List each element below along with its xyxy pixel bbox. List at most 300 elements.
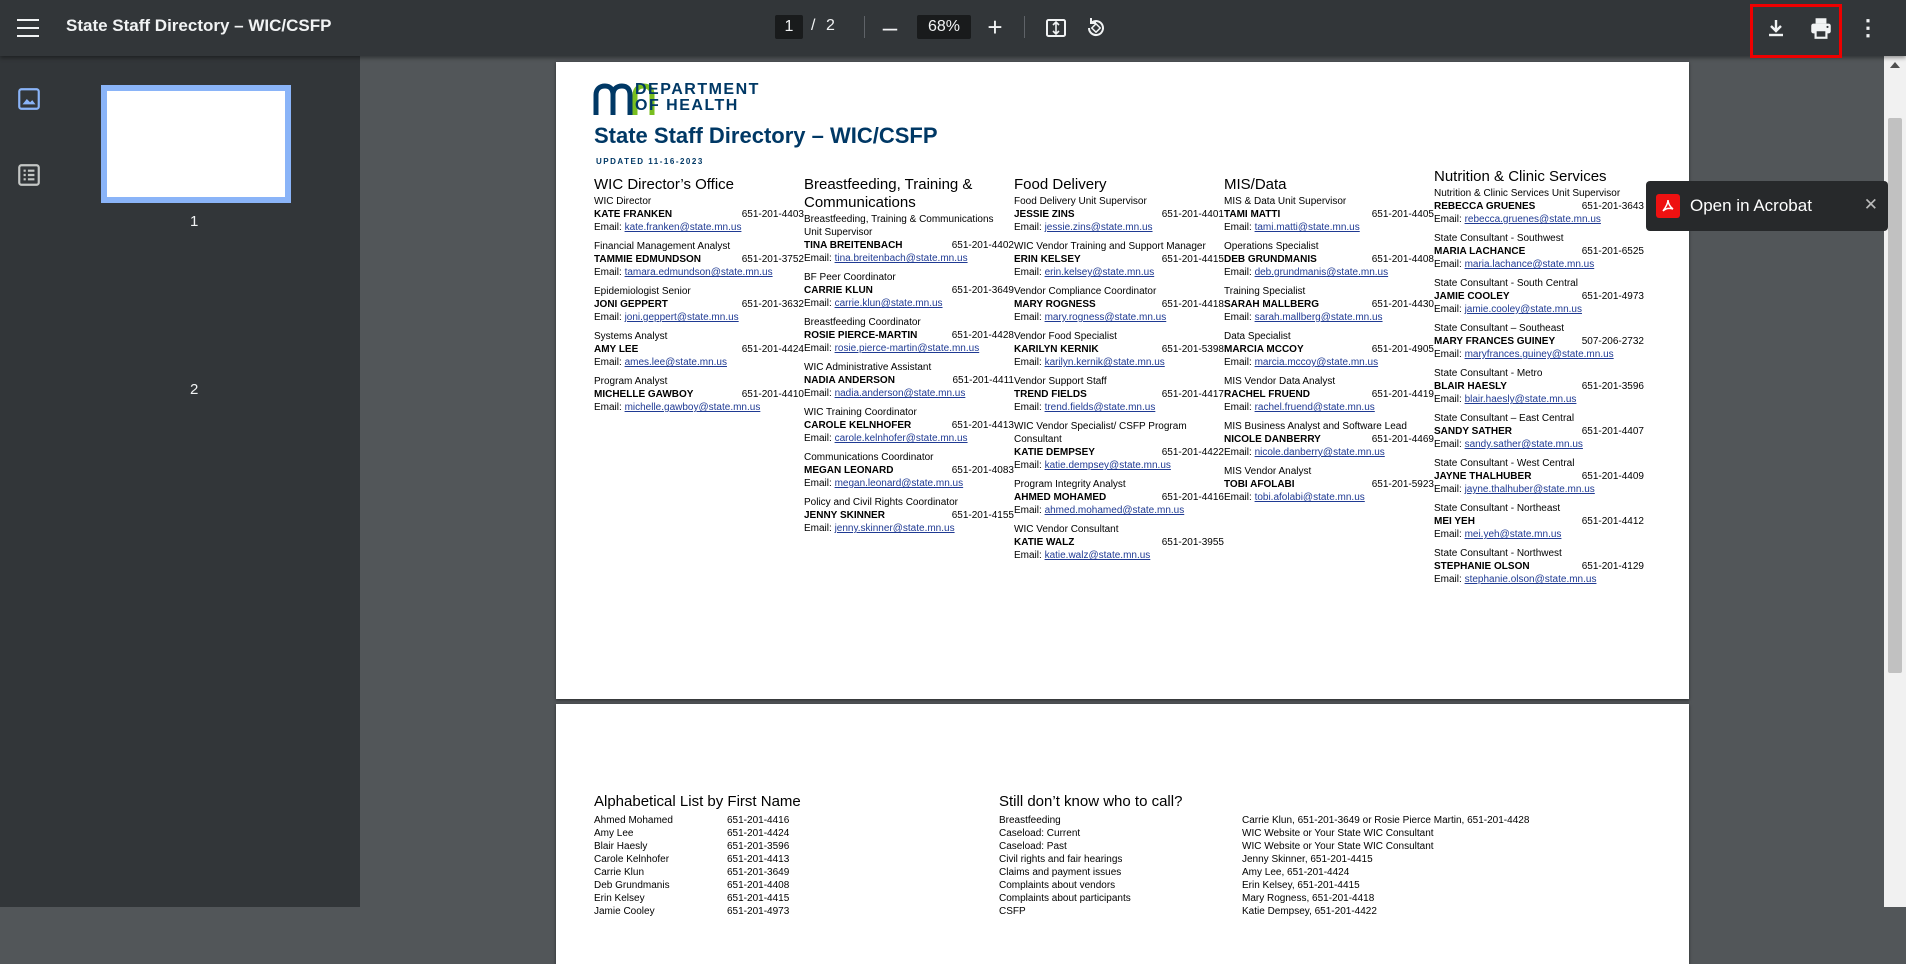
alpha-phone: 651-201-4413 [727, 854, 790, 865]
staff-email-link[interactable]: ahmed.mohamed@state.mn.us [1044, 505, 1185, 516]
who-topic: Claims and payment issues [999, 867, 1122, 878]
email-label: Email: [1434, 394, 1465, 405]
directory-column [1224, 176, 1434, 504]
staff-entry [1224, 465, 1434, 504]
staff-name: SARAH MALLBERG [1224, 299, 1319, 310]
email-label: Email: [804, 253, 835, 264]
acrobat-icon [1656, 194, 1680, 218]
scroll-thumb[interactable] [1888, 118, 1902, 673]
rotate-icon [1084, 16, 1108, 40]
staff-email-link[interactable]: maryfrances.guiney@state.mn.us [1464, 349, 1614, 360]
staff-email-link[interactable]: joni.geppert@state.mn.us [624, 312, 739, 323]
staff-name: JESSIE ZINS [1014, 209, 1075, 220]
alpha-phone: 651-201-3649 [727, 867, 790, 878]
staff-role: State Consultant – East Central [1434, 413, 1575, 424]
alpha-name: Blair Haesly [594, 841, 648, 852]
staff-phone: 651-201-5923 [1371, 479, 1434, 490]
staff-phone: 651-201-4413 [951, 420, 1014, 431]
staff-phone: 651-201-3643 [1581, 201, 1644, 212]
who-contact: Erin Kelsey, 651-201-4415 [1242, 880, 1360, 891]
staff-phone: 651-201-4412 [1581, 516, 1644, 527]
staff-role: Vendor Compliance Coordinator [1014, 286, 1157, 297]
staff-role: Epidemiologist Senior [594, 286, 691, 297]
staff-email-link[interactable]: tamara.edmundson@state.mn.us [624, 267, 773, 278]
staff-name: KATIE DEMPSEY [1014, 447, 1095, 458]
staff-email-link[interactable]: deb.grundmanis@state.mn.us [1254, 267, 1389, 278]
staff-name: TAMI MATTI [1224, 209, 1281, 220]
staff-role: WIC Director [594, 196, 652, 207]
staff-entry [594, 330, 804, 369]
staff-phone: 651-201-3632 [741, 299, 804, 310]
email-label: Email: [1224, 492, 1255, 503]
staff-email-link[interactable]: tina.breitenbach@state.mn.us [834, 253, 968, 264]
staff-role: State Consultant - Southwest [1434, 233, 1564, 244]
staff-email-link[interactable]: katie.walz@state.mn.us [1044, 550, 1151, 561]
email-label: Email: [804, 433, 835, 444]
email-label: Email: [1014, 222, 1045, 233]
staff-name: KATE FRANKEN [594, 209, 673, 220]
staff-name: NADIA ANDERSON [804, 375, 895, 386]
email-label: Email: [1014, 402, 1045, 413]
page-total: 2 [826, 17, 835, 34]
column-heading: Nutrition & Clinic Services [1434, 168, 1607, 185]
staff-name: MICHELLE GAWBOY [594, 389, 694, 400]
staff-entry [1014, 330, 1224, 369]
alpha-name: Carole Kelnhofer [594, 854, 670, 865]
who-topic: Caseload: Current [999, 828, 1081, 839]
directory-title: State Staff Directory – WIC/CSFP [594, 123, 938, 148]
updated-date: UPDATED 11-16-2023 [596, 157, 704, 166]
who-topic: Complaints about participants [999, 893, 1131, 904]
staff-phone: 651-201-3596 [1581, 381, 1644, 392]
staff-phone: 507-206-2732 [1581, 336, 1644, 347]
staff-phone: 651-201-4403 [741, 209, 804, 220]
alpha-name: Deb Grundmanis [594, 880, 670, 891]
fit-page-icon [1044, 16, 1068, 40]
staff-email-link[interactable]: stephanie.olson@state.mn.us [1464, 574, 1597, 585]
email-label: Email: [804, 523, 835, 534]
staff-entry [594, 285, 804, 324]
staff-phone: 651-201-4409 [1581, 471, 1644, 482]
pdf-page-1 [556, 62, 1689, 699]
staff-name: AHMED MOHAMED [1014, 492, 1107, 503]
staff-phone: 651-201-4905 [1371, 344, 1434, 355]
email-label: Email: [1014, 267, 1045, 278]
staff-entry [1014, 240, 1224, 279]
who-topic: Civil rights and fair hearings [999, 854, 1123, 865]
email-label: Email: [1014, 505, 1045, 516]
staff-email-link[interactable]: blair.haesly@state.mn.us [1464, 394, 1577, 405]
staff-role: Breastfeeding Coordinator [804, 317, 921, 328]
staff-entry [1434, 502, 1644, 541]
staff-entry [804, 361, 1014, 400]
staff-name: MARY ROGNESS [1014, 299, 1096, 310]
staff-entry [1014, 375, 1224, 414]
staff-role: Vendor Support Staff [1014, 376, 1107, 387]
staff-entry [1014, 195, 1224, 234]
zoom-in-button[interactable]: + [987, 11, 1003, 42]
staff-name: TOBI AFOLABI [1224, 479, 1295, 490]
staff-phone: 651-201-4973 [1581, 291, 1644, 302]
staff-role: State Consultant – Southeast [1434, 323, 1565, 334]
email-label: Email: [804, 343, 835, 354]
staff-phone: 651-201-6525 [1581, 246, 1644, 257]
column-heading: WIC Director’s Office [594, 176, 735, 193]
staff-email-link[interactable]: rosie.pierce-martin@state.mn.us [834, 343, 980, 354]
staff-entry [1224, 330, 1434, 369]
staff-role: WIC Vendor Consultant [1014, 524, 1119, 535]
staff-entry [1014, 523, 1224, 562]
email-label: Email: [1224, 267, 1255, 278]
staff-entry [1224, 285, 1434, 324]
staff-name: RACHEL FRUEND [1224, 389, 1310, 400]
list-icon [16, 162, 42, 188]
thumbnails-tab[interactable] [16, 86, 42, 112]
toolbar-divider [1024, 16, 1025, 38]
staff-entry [804, 316, 1014, 355]
email-label: Email: [1434, 304, 1465, 315]
staff-email-link[interactable]: tami.matti@state.mn.us [1254, 222, 1360, 233]
staff-role: State Consultant - Northwest [1434, 548, 1562, 559]
staff-phone: 651-201-4083 [951, 465, 1014, 476]
staff-phone: 651-201-4155 [951, 510, 1014, 521]
alpha-name: Ahmed Mohamed [594, 815, 673, 826]
rotate-button[interactable] [1080, 12, 1112, 44]
alpha-phone: 651-201-4415 [727, 893, 790, 904]
staff-name: CAROLE KELNHOFER [804, 420, 912, 431]
scroll-up-arrow-icon[interactable] [1890, 62, 1900, 68]
staff-email-link[interactable]: rebecca.gruenes@state.mn.us [1464, 214, 1601, 225]
staff-name: ROSIE PIERCE-MARTIN [804, 330, 918, 341]
email-label: Email: [1434, 214, 1465, 225]
staff-name: BLAIR HAESLY [1434, 381, 1507, 392]
who-topic: Caseload: Past [999, 841, 1067, 852]
staff-entry [1014, 478, 1224, 517]
directory-column [1014, 176, 1224, 562]
outline-tab[interactable] [16, 162, 42, 188]
who-contact: Mary Rogness, 651-201-4418 [1242, 893, 1375, 904]
email-label: Email: [1434, 529, 1465, 540]
toolbar-divider [864, 16, 865, 38]
who-topic: Complaints about vendors [999, 880, 1116, 891]
staff-entry [1224, 375, 1434, 414]
alpha-name: Erin Kelsey [594, 893, 645, 904]
who-topic: CSFP [999, 906, 1026, 917]
staff-email-link[interactable]: rachel.fruend@state.mn.us [1254, 402, 1375, 413]
staff-phone: 651-201-4469 [1371, 434, 1434, 445]
who-contact: Amy Lee, 651-201-4424 [1242, 867, 1350, 878]
staff-email-link[interactable]: erin.kelsey@state.mn.us [1044, 267, 1155, 278]
email-label: Email: [1434, 574, 1465, 585]
staff-email-link[interactable]: jessie.zins@state.mn.us [1044, 222, 1153, 233]
staff-entry [804, 406, 1014, 445]
staff-name: AMY LEE [594, 344, 639, 355]
staff-name: STEPHANIE OLSON [1434, 561, 1530, 572]
staff-phone: 651-201-3649 [951, 285, 1014, 296]
staff-name: JONI GEPPERT [594, 299, 668, 310]
staff-role: Nutrition & Clinic Services Unit Supervisor [1434, 188, 1621, 199]
email-label: Email: [1014, 460, 1045, 471]
page-number-input[interactable]: 1 [775, 15, 803, 39]
staff-role: State Consultant - West Central [1434, 458, 1575, 469]
alpha-phone: 651-201-4408 [727, 880, 790, 891]
pdf-toolbar [0, 0, 1906, 56]
email-label: Email: [1434, 259, 1465, 270]
staff-entry [594, 240, 804, 279]
staff-name: ERIN KELSEY [1014, 254, 1081, 265]
staff-role: Data Specialist [1224, 331, 1291, 342]
alpha-list-heading: Alphabetical List by First Name [594, 793, 801, 810]
print-button[interactable] [1805, 12, 1837, 44]
staff-email-link[interactable]: kate.franken@state.mn.us [624, 222, 742, 233]
column-heading: MIS/Data [1224, 176, 1287, 193]
staff-email-link[interactable]: marcia.mccoy@state.mn.us [1254, 357, 1379, 368]
email-label: Email: [804, 478, 835, 489]
staff-phone: 651-201-4410 [741, 389, 804, 400]
download-icon [1764, 16, 1788, 40]
staff-role: Program Analyst [594, 376, 668, 387]
staff-phone: 651-201-4401 [1161, 209, 1224, 220]
email-label: Email: [1434, 439, 1465, 450]
staff-role: MIS Vendor Data Analyst [1224, 376, 1336, 387]
staff-email-link[interactable]: trend.fields@state.mn.us [1044, 402, 1156, 413]
staff-phone: 651-201-3955 [1161, 537, 1224, 548]
staff-phone: 651-201-4418 [1161, 299, 1224, 310]
image-icon [16, 86, 42, 112]
who-to-call-heading: Still don’t know who to call? [999, 793, 1183, 810]
staff-entry [1434, 322, 1644, 361]
staff-phone: 651-201-5398 [1161, 344, 1224, 355]
email-label: Email: [594, 357, 625, 368]
staff-phone: 651-201-4411 [952, 375, 1014, 386]
staff-entry [804, 451, 1014, 490]
staff-name: MEGAN LEONARD [804, 465, 894, 476]
staff-entry [1224, 195, 1434, 234]
staff-name: CARRIE KLUN [804, 285, 873, 296]
email-label: Email: [1224, 357, 1255, 368]
staff-entry [1014, 420, 1224, 472]
staff-role: MIS & Data Unit Supervisor [1224, 196, 1347, 207]
staff-email-link[interactable]: mary.rogness@state.mn.us [1044, 312, 1167, 323]
email-label: Email: [594, 312, 625, 323]
staff-email-link[interactable]: nadia.anderson@state.mn.us [834, 388, 966, 399]
staff-role: Financial Management Analyst [594, 241, 731, 252]
document-title: State Staff Directory – WIC/CSFP [66, 16, 332, 35]
staff-phone: 651-201-4417 [1161, 389, 1224, 400]
staff-name: JENNY SKINNER [804, 510, 885, 521]
staff-email-link[interactable]: jamie.cooley@state.mn.us [1464, 304, 1582, 315]
staff-email-link[interactable]: nicole.danberry@state.mn.us [1254, 447, 1385, 458]
email-label: Email: [1434, 484, 1465, 495]
staff-role: MIS Business Analyst and Software Lead [1224, 421, 1407, 432]
staff-name: KARILYN KERNIK [1014, 344, 1099, 355]
email-label: Email: [1224, 222, 1255, 233]
staff-role: Training Specialist [1224, 286, 1306, 297]
staff-entry [1434, 367, 1644, 406]
staff-name: NICOLE DANBERRY [1224, 434, 1321, 445]
more-options-button[interactable]: ⋮ [1857, 15, 1879, 40]
acrobat-label: Open in Acrobat [1690, 196, 1812, 215]
directory-column [804, 176, 1014, 535]
staff-role: Communications Coordinator [804, 452, 934, 463]
staff-email-link[interactable]: megan.leonard@state.mn.us [834, 478, 964, 489]
staff-name: JAYNE THALHUBER [1434, 471, 1532, 482]
staff-role: Operations Specialist [1224, 241, 1319, 252]
staff-phone: 651-201-4419 [1371, 389, 1434, 400]
email-label: Email: [1014, 357, 1045, 368]
thumbnail-label: 1 [190, 213, 199, 230]
who-contact: WIC Website or Your State WIC Consultant [1242, 828, 1434, 839]
email-label: Email: [1224, 447, 1255, 458]
staff-entry [1014, 285, 1224, 324]
email-label: Email: [1434, 349, 1465, 360]
staff-name: MARIA LACHANCE [1434, 246, 1526, 257]
fit-to-page-button[interactable] [1040, 12, 1072, 44]
staff-name: TAMMIE EDMUNDSON [594, 254, 702, 265]
directory-column [594, 176, 804, 414]
staff-entry [1434, 457, 1644, 496]
staff-email-link[interactable]: karilyn.kernik@state.mn.us [1044, 357, 1165, 368]
staff-email-link[interactable]: jayne.thalhuber@state.mn.us [1464, 484, 1595, 495]
staff-role: Program Integrity Analyst [1014, 479, 1126, 490]
staff-role: Breastfeeding, Training & Communications Unit Supervisor [804, 214, 994, 238]
staff-name: REBECCA GRUENES [1434, 201, 1536, 212]
close-icon[interactable]: ✕ [1863, 195, 1878, 214]
directory-column [1434, 168, 1644, 586]
page-separator: / [811, 17, 816, 34]
thumbnail-label: 2 [190, 381, 199, 398]
staff-role: State Consultant - South Central [1434, 278, 1578, 289]
who-contact: WIC Website or Your State WIC Consultant [1242, 841, 1434, 852]
alpha-phone: 651-201-3596 [727, 841, 790, 852]
staff-phone: 651-201-4408 [1371, 254, 1434, 265]
staff-name: JAMIE COOLEY [1434, 291, 1510, 302]
staff-email-link[interactable]: michelle.gawboy@state.mn.us [624, 402, 761, 413]
page-thumbnail-1[interactable] [101, 85, 291, 203]
staff-email-link[interactable]: katie.dempsey@state.mn.us [1044, 460, 1171, 471]
staff-email-link[interactable]: ames.lee@state.mn.us [624, 357, 727, 368]
staff-name: MARCIA MCCOY [1224, 344, 1304, 355]
zoom-out-button[interactable]: – [882, 11, 898, 42]
who-contact: Katie Dempsey, 651-201-4422 [1242, 906, 1377, 917]
staff-entry [1434, 547, 1644, 586]
staff-entry [1434, 232, 1644, 271]
staff-role: State Consultant - Metro [1434, 368, 1543, 379]
staff-phone: 651-201-3752 [741, 254, 804, 265]
alpha-name: Amy Lee [594, 828, 634, 839]
hamburger-icon [17, 27, 39, 30]
staff-phone: 651-201-4407 [1581, 426, 1644, 437]
who-topic: Breastfeeding [999, 815, 1061, 826]
staff-email-link[interactable]: sandy.sather@state.mn.us [1464, 439, 1583, 450]
staff-phone: 651-201-4129 [1581, 561, 1644, 572]
staff-role: Policy and Civil Rights Coordinator [804, 497, 958, 508]
zoom-input[interactable]: 68% [917, 15, 971, 39]
staff-role: WIC Administrative Assistant [804, 362, 932, 373]
who-contact: Jenny Skinner, 651-201-4415 [1242, 854, 1373, 865]
staff-entry [1434, 412, 1644, 451]
download-button[interactable] [1760, 12, 1792, 44]
staff-phone: 651-201-4422 [1161, 447, 1224, 458]
staff-email-link[interactable]: carole.kelnhofer@state.mn.us [834, 433, 968, 444]
email-label: Email: [804, 388, 835, 399]
alpha-phone: 651-201-4416 [727, 815, 790, 826]
staff-role: Food Delivery Unit Supervisor [1014, 196, 1147, 207]
email-label: Email: [1224, 312, 1255, 323]
staff-entry [1224, 240, 1434, 279]
alpha-name: Jamie Cooley [594, 906, 655, 917]
staff-name: KATIE WALZ [1014, 537, 1075, 548]
staff-role: Vendor Food Specialist [1014, 331, 1117, 342]
staff-role: BF Peer Coordinator [804, 272, 896, 283]
staff-phone: 651-201-4402 [951, 240, 1014, 251]
staff-entry [804, 213, 1014, 265]
staff-entry [1434, 277, 1644, 316]
email-label: Email: [804, 298, 835, 309]
staff-email-link[interactable]: mei.yeh@state.mn.us [1464, 529, 1562, 540]
staff-name: SANDY SATHER [1434, 426, 1512, 437]
email-label: Email: [1014, 312, 1045, 323]
staff-name: TINA BREITENBACH [804, 240, 903, 251]
staff-email-link[interactable]: tobi.afolabi@state.mn.us [1254, 492, 1365, 503]
staff-entry [594, 195, 804, 234]
staff-role: WIC Training Coordinator [804, 407, 917, 418]
open-in-acrobat-banner[interactable] [1646, 181, 1888, 231]
staff-phone: 651-201-4416 [1161, 492, 1224, 503]
who-contact: Carrie Klun, 651-201-3649 or Rosie Pierce Martin, 651-201-4428 [1242, 815, 1530, 826]
staff-name: DEB GRUNDMANIS [1224, 254, 1317, 265]
staff-phone: 651-201-4415 [1161, 254, 1224, 265]
staff-name: TREND FIELDS [1014, 389, 1087, 400]
staff-phone: 651-201-4428 [951, 330, 1014, 341]
staff-phone: 651-201-4424 [741, 344, 804, 355]
printer-icon [1808, 15, 1834, 41]
staff-email-link[interactable]: jenny.skinner@state.mn.us [834, 523, 955, 534]
sidebar [0, 56, 360, 907]
staff-entry [1434, 187, 1644, 226]
alpha-name: Carrie Klun [594, 867, 645, 878]
staff-entry [804, 496, 1014, 535]
email-label: Email: [594, 222, 625, 233]
dept-name-line1: DEPARTMENT [635, 81, 760, 98]
staff-email-link[interactable]: maria.lachance@state.mn.us [1464, 259, 1595, 270]
staff-role: Systems Analyst [594, 331, 668, 342]
staff-phone: 651-201-4430 [1371, 299, 1434, 310]
staff-name: MEI YEH [1434, 516, 1475, 527]
menu-button[interactable] [8, 8, 48, 48]
staff-entry [594, 375, 804, 414]
staff-role: State Consultant - Northeast [1434, 503, 1561, 514]
staff-name: MARY FRANCES GUINEY [1434, 336, 1556, 347]
staff-entry [804, 271, 1014, 310]
staff-role: WIC Vendor Specialist/ CSFP Program Consultant [1014, 421, 1187, 445]
pdf-page-2 [556, 704, 1689, 964]
staff-entry [1224, 420, 1434, 459]
column-heading: Breastfeeding, Training & Communications [804, 176, 973, 211]
alpha-phone: 651-201-4973 [727, 906, 790, 917]
email-label: Email: [594, 402, 625, 413]
dept-name-line2: OF HEALTH [635, 97, 739, 114]
staff-role: WIC Vendor Training and Support Manager [1014, 241, 1206, 252]
staff-email-link[interactable]: carrie.klun@state.mn.us [834, 298, 943, 309]
email-label: Email: [594, 267, 625, 278]
staff-email-link[interactable]: sarah.mallberg@state.mn.us [1254, 312, 1383, 323]
staff-role: MIS Vendor Analyst [1224, 466, 1312, 477]
email-label: Email: [1014, 550, 1045, 561]
alpha-phone: 651-201-4424 [727, 828, 790, 839]
column-heading: Food Delivery [1014, 176, 1107, 193]
email-label: Email: [1224, 402, 1255, 413]
